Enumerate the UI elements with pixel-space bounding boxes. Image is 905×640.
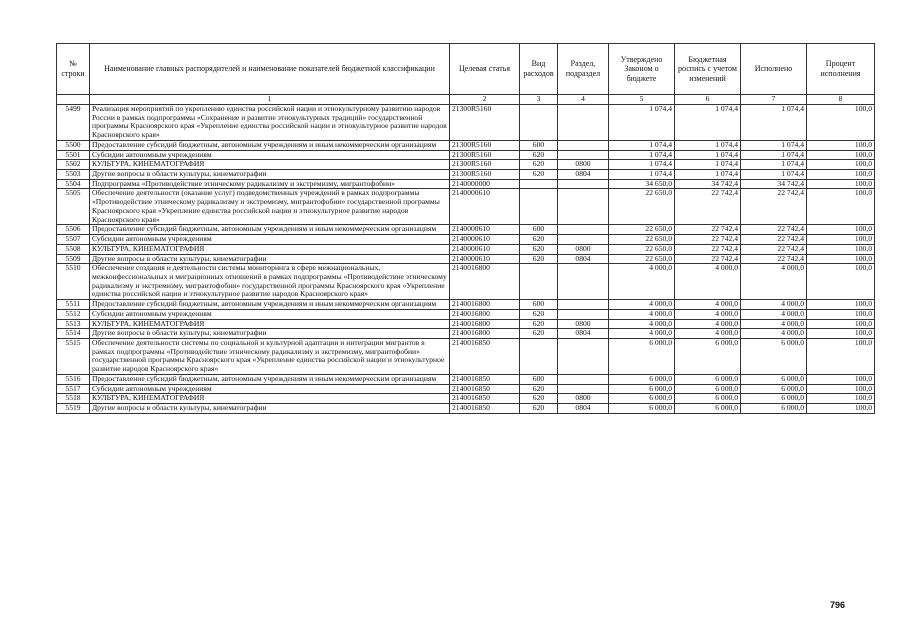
row-schedule-amount: 6 000,0 [675,404,741,414]
header-name: Наименование главных распорядителей и наименование показателей бюджетной классификации [90,44,450,95]
row-percent: 100,0 [807,329,875,339]
row-target-article: 21300R5160 [450,170,520,180]
row-number: 5511 [57,300,90,310]
column-number: 2 [450,95,520,105]
row-expense-type: 620 [520,404,558,414]
row-target-article: 2140016850 [450,384,520,394]
row-executed-amount: 4 000,0 [741,264,807,300]
row-name: Предоставление субсидий бюджетным, автономным учреждениям и иным некоммерческим организациям [90,300,450,310]
row-number: 5518 [57,394,90,404]
header-row-number: № строки [57,44,90,95]
row-approved-amount: 1 074,4 [609,150,675,160]
row-section [558,150,609,160]
column-number: 3 [520,95,558,105]
row-executed-amount: 22 742,4 [741,189,807,225]
row-number: 5499 [57,105,90,141]
table-row [57,338,875,374]
table-row [57,329,875,339]
table-row [57,404,875,414]
table-row [57,105,875,141]
table-row [57,244,875,254]
row-name: Субсидии автономным учреждениям [90,309,450,319]
table-row [57,160,875,170]
row-executed-amount: 1 074,4 [741,170,807,180]
row-number: 5517 [57,384,90,394]
table-row [57,374,875,384]
row-section: 0800 [558,394,609,404]
row-percent: 100,0 [807,105,875,141]
row-section [558,309,609,319]
row-approved-amount: 6 000,0 [609,338,675,374]
row-executed-amount: 34 742,4 [741,179,807,189]
row-target-article: 2140000610 [450,225,520,235]
row-percent: 100,0 [807,179,875,189]
row-schedule-amount: 4 000,0 [675,319,741,329]
row-number: 5506 [57,225,90,235]
row-target-article: 2140016850 [450,394,520,404]
column-number-row [57,95,875,105]
row-name: Предоставление субсидий бюджетным, автономным учреждениям и иным некоммерческим организациям [90,225,450,235]
row-number: 5504 [57,179,90,189]
row-expense-type: 620 [520,150,558,160]
row-percent: 100,0 [807,374,875,384]
row-section: 0804 [558,404,609,414]
row-section [558,140,609,150]
table-row [57,150,875,160]
row-name: КУЛЬТУРА, КИНЕМАТОГРАФИЯ [90,394,450,404]
column-number: 6 [675,95,741,105]
row-name: КУЛЬТУРА, КИНЕМАТОГРАФИЯ [90,160,450,170]
row-target-article: 21300R5160 [450,105,520,141]
row-percent: 100,0 [807,319,875,329]
row-approved-amount: 22 650,0 [609,189,675,225]
row-number: 5516 [57,374,90,384]
row-percent: 100,0 [807,309,875,319]
row-number: 5508 [57,244,90,254]
row-schedule-amount: 22 742,4 [675,254,741,264]
row-executed-amount: 4 000,0 [741,300,807,310]
row-expense-type: 620 [520,235,558,245]
row-target-article: 2140000000 [450,179,520,189]
row-schedule-amount: 22 742,4 [675,235,741,245]
row-percent: 100,0 [807,254,875,264]
row-section: 0804 [558,254,609,264]
row-approved-amount: 1 074,4 [609,170,675,180]
row-approved-amount: 22 650,0 [609,244,675,254]
row-target-article: 2140016850 [450,404,520,414]
row-section [558,264,609,300]
row-percent: 100,0 [807,404,875,414]
row-executed-amount: 22 742,4 [741,225,807,235]
row-approved-amount: 1 074,4 [609,160,675,170]
row-expense-type: 600 [520,374,558,384]
row-percent: 100,0 [807,150,875,160]
row-percent: 100,0 [807,225,875,235]
row-expense-type [520,189,558,225]
row-schedule-amount: 6 000,0 [675,384,741,394]
row-expense-type: 620 [520,170,558,180]
row-executed-amount: 1 074,4 [741,150,807,160]
row-expense-type: 620 [520,244,558,254]
row-section [558,300,609,310]
row-approved-amount: 6 000,0 [609,374,675,384]
row-target-article: 2140016850 [450,374,520,384]
column-number: 1 [90,95,450,105]
row-name: Другие вопросы в области культуры, кинематографии [90,404,450,414]
row-approved-amount: 6 000,0 [609,394,675,404]
row-section [558,384,609,394]
row-percent: 100,0 [807,264,875,300]
row-schedule-amount: 1 074,4 [675,140,741,150]
row-section: 0800 [558,160,609,170]
row-name: Обеспечение создания и деятельности системы мониторинга в сфере межнациональных, межконфессиональных и миграционных отношений в рамках подпрограммы «Противодействие этническому радикализму и экстремизму, мигрантофобии» государственной программы Красноярского края «Укрепление единства российской нации и этнокультурное развитие народов Красноярского края» [90,264,450,300]
row-number: 5515 [57,338,90,374]
row-approved-amount: 4 000,0 [609,319,675,329]
row-executed-amount: 4 000,0 [741,319,807,329]
row-name: Субсидии автономным учреждениям [90,150,450,160]
header-approved: Утверждено Законом о бюджете [609,44,675,95]
row-section [558,225,609,235]
row-target-article: 2140016800 [450,264,520,300]
row-executed-amount: 6 000,0 [741,338,807,374]
table-row [57,300,875,310]
row-percent: 100,0 [807,338,875,374]
row-approved-amount: 1 074,4 [609,105,675,141]
row-target-article: 2140016800 [450,300,520,310]
header-section: Раздел, подраздел [558,44,609,95]
row-schedule-amount: 1 074,4 [675,170,741,180]
row-expense-type: 620 [520,394,558,404]
table-row [57,179,875,189]
row-expense-type: 620 [520,319,558,329]
row-percent: 100,0 [807,244,875,254]
row-percent: 100,0 [807,300,875,310]
row-target-article: 21300R5160 [450,140,520,150]
row-section: 0804 [558,170,609,180]
row-executed-amount: 4 000,0 [741,329,807,339]
row-percent: 100,0 [807,235,875,245]
row-percent: 100,0 [807,140,875,150]
row-number: 5510 [57,264,90,300]
row-name: Предоставление субсидий бюджетным, автономным учреждениям и иным некоммерческим организациям [90,140,450,150]
row-target-article: 2140000610 [450,189,520,225]
row-executed-amount: 22 742,4 [741,235,807,245]
row-approved-amount: 6 000,0 [609,404,675,414]
row-expense-type [520,338,558,374]
row-name: Другие вопросы в области культуры, кинематографии [90,170,450,180]
row-executed-amount: 22 742,4 [741,244,807,254]
header-executed: Исполнено [741,44,807,95]
row-schedule-amount: 22 742,4 [675,189,741,225]
row-approved-amount: 22 650,0 [609,254,675,264]
row-name: КУЛЬТУРА, КИНЕМАТОГРАФИЯ [90,244,450,254]
table-row [57,384,875,394]
row-section [558,374,609,384]
row-target-article: 2140016800 [450,319,520,329]
row-schedule-amount: 34 742,4 [675,179,741,189]
row-expense-type [520,179,558,189]
row-executed-amount: 6 000,0 [741,394,807,404]
row-approved-amount: 4 000,0 [609,309,675,319]
row-target-article: 21300R5160 [450,150,520,160]
row-expense-type: 600 [520,225,558,235]
row-schedule-amount: 1 074,4 [675,150,741,160]
row-expense-type [520,105,558,141]
row-approved-amount: 6 000,0 [609,384,675,394]
row-executed-amount: 6 000,0 [741,384,807,394]
row-expense-type: 600 [520,300,558,310]
row-expense-type: 620 [520,254,558,264]
row-schedule-amount: 22 742,4 [675,244,741,254]
row-section [558,338,609,374]
table-row [57,394,875,404]
row-expense-type: 620 [520,309,558,319]
row-section [558,105,609,141]
row-name: Обеспечение деятельности системы по социальной и культурной адаптации и интеграции мигрантов в рамках подпрограммы «Противодействие этническому радикализму и экстремизму, мигрантофобии» государственной программы Красноярского края «Укрепление единства российской нации и этнокультурное развитие народов Красноярского края» [90,338,450,374]
row-number: 5502 [57,160,90,170]
row-target-article: 2140016800 [450,329,520,339]
row-approved-amount: 1 074,4 [609,140,675,150]
table-row [57,140,875,150]
row-schedule-amount: 6 000,0 [675,394,741,404]
header-percent: Процент исполнения [807,44,875,95]
row-section: 0800 [558,244,609,254]
row-number: 5500 [57,140,90,150]
row-section: 0800 [558,319,609,329]
row-name: Субсидии автономным учреждениям [90,384,450,394]
row-executed-amount: 1 074,4 [741,105,807,141]
row-executed-amount: 6 000,0 [741,374,807,384]
row-approved-amount: 34 650,0 [609,179,675,189]
row-section: 0804 [558,329,609,339]
row-name: Другие вопросы в области культуры, кинематографии [90,329,450,339]
row-number: 5509 [57,254,90,264]
row-name: Подпрограмма «Противодействие этническому радикализму и экстремизму, мигрантофобии» [90,179,450,189]
row-target-article: 2140016850 [450,338,520,374]
table-row [57,189,875,225]
row-expense-type: 620 [520,160,558,170]
row-percent: 100,0 [807,170,875,180]
row-expense-type [520,264,558,300]
row-percent: 100,0 [807,160,875,170]
row-approved-amount: 22 650,0 [609,225,675,235]
row-target-article: 2140000610 [450,254,520,264]
row-executed-amount: 1 074,4 [741,140,807,150]
row-schedule-amount: 4 000,0 [675,300,741,310]
row-section [558,189,609,225]
row-executed-amount: 4 000,0 [741,309,807,319]
row-expense-type: 620 [520,384,558,394]
row-approved-amount: 4 000,0 [609,300,675,310]
column-number: 7 [741,95,807,105]
row-schedule-amount: 6 000,0 [675,374,741,384]
page-number: 796 [829,600,845,610]
column-number: 5 [609,95,675,105]
table-row [57,309,875,319]
row-approved-amount: 22 650,0 [609,235,675,245]
row-approved-amount: 4 000,0 [609,264,675,300]
row-target-article: 21300R5160 [450,160,520,170]
header-budget-schedule: Бюджетная роспись с учетом изменений [675,44,741,95]
row-number: 5512 [57,309,90,319]
column-number: 8 [807,95,875,105]
row-name: Предоставление субсидий бюджетным, автономным учреждениям и иным некоммерческим организациям [90,374,450,384]
row-number: 5503 [57,170,90,180]
row-schedule-amount: 4 000,0 [675,264,741,300]
row-number: 5507 [57,235,90,245]
row-target-article: 2140000610 [450,235,520,245]
row-name: КУЛЬТУРА, КИНЕМАТОГРАФИЯ [90,319,450,329]
row-schedule-amount: 1 074,4 [675,105,741,141]
column-number: 4 [558,95,609,105]
row-schedule-amount: 4 000,0 [675,309,741,319]
row-number: 5501 [57,150,90,160]
row-schedule-amount: 4 000,0 [675,329,741,339]
row-percent: 100,0 [807,384,875,394]
row-schedule-amount: 22 742,4 [675,225,741,235]
table-row [57,319,875,329]
row-number: 5519 [57,404,90,414]
row-schedule-amount: 6 000,0 [675,338,741,374]
header-expense-type: Вид расходов [520,44,558,95]
row-section [558,235,609,245]
table-row [57,225,875,235]
row-approved-amount: 4 000,0 [609,329,675,339]
table-body [57,95,875,414]
row-executed-amount: 1 074,4 [741,160,807,170]
row-executed-amount: 6 000,0 [741,404,807,414]
table-row [57,254,875,264]
row-name: Реализация мероприятий по укреплению единства российской нации и этнокультурному развитию народов России в рамках подпрограммы «Сохранение и развитие этнокультурных традиций» государственной программы Красноярского края «Укрепление единства российской нации и этнокультурное развитие народов Красноярского края» [90,105,450,141]
row-target-article: 2140016800 [450,309,520,319]
row-name: Обеспечение деятельности (оказание услуг) подведомственных учреждений в рамках подпрограммы «Противодействие этническому радикализму и экстремизму, мигрантофобии» государственной программы Красноярского края «Укрепление единства российской нации и этнокультурное развитие народов Красноярского края» [90,189,450,225]
row-schedule-amount: 1 074,4 [675,160,741,170]
table-row [57,235,875,245]
budget-table [56,43,875,414]
row-target-article: 2140000610 [450,244,520,254]
row-expense-type: 600 [520,140,558,150]
row-number: 5513 [57,319,90,329]
row-percent: 100,0 [807,189,875,225]
row-number: 5514 [57,329,90,339]
row-number: 5505 [57,189,90,225]
table-row [57,170,875,180]
table-header [57,44,875,95]
row-section [558,179,609,189]
row-name: Другие вопросы в области культуры, кинематографии [90,254,450,264]
row-percent: 100,0 [807,394,875,404]
column-number [57,95,90,105]
row-expense-type: 620 [520,329,558,339]
row-executed-amount: 22 742,4 [741,254,807,264]
header-target-article: Целевая статья [450,44,520,95]
row-name: Субсидии автономным учреждениям [90,235,450,245]
table-row [57,264,875,300]
